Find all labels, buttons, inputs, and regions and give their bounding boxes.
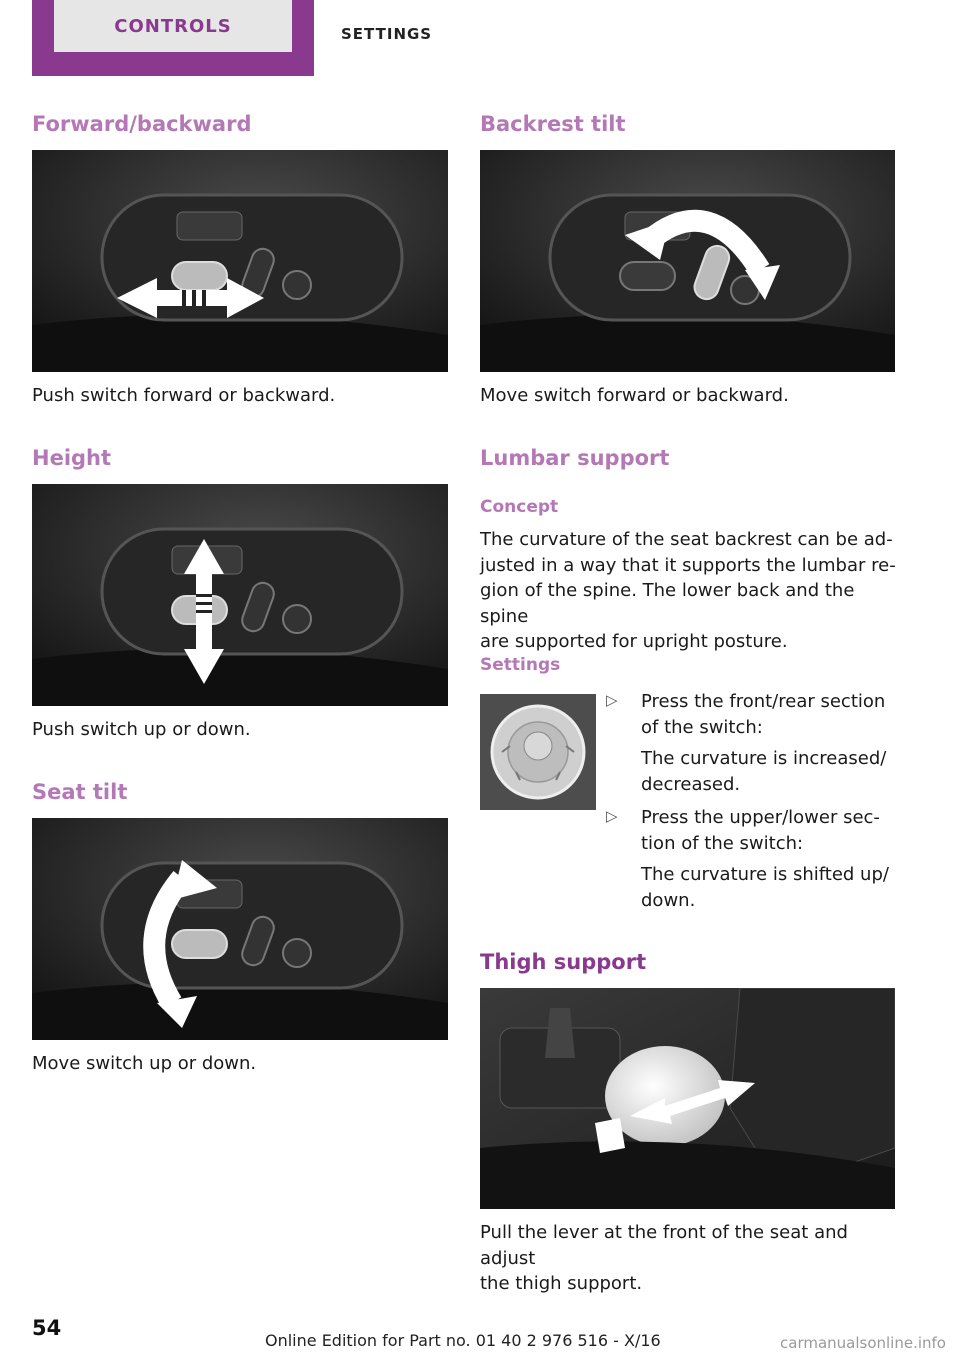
- tab-controls-inner: [54, 0, 292, 52]
- caption-line: the thigh support.: [480, 1273, 643, 1294]
- bullet-line: down.: [641, 889, 696, 911]
- section-title-backrest-tilt: Backrest tilt: [480, 112, 626, 136]
- bullet-line: The curvature is shifted up/: [641, 864, 889, 885]
- caption-thigh-support: [480, 1220, 900, 1297]
- concept-line: are supported for upright posture.: [480, 631, 788, 652]
- bullet-line: of the switch:: [641, 716, 763, 738]
- tab-settings[interactable]: SETTINGS: [341, 25, 433, 43]
- section-title-seat-tilt: Seat tilt: [32, 780, 128, 804]
- list-item: [606, 805, 896, 913]
- figure-height: [32, 484, 448, 706]
- caption-height: Push switch up or down.: [32, 719, 251, 740]
- list-item: [606, 689, 896, 797]
- edition-footer: Online Edition for Part no. 01 40 2 976 516 - X/16: [265, 1331, 661, 1350]
- section-title-height: Height: [32, 446, 112, 470]
- concept-paragraph: [480, 527, 900, 655]
- tab-controls-label: CONTROLS: [114, 15, 232, 37]
- bullet-line: decreased.: [641, 773, 741, 795]
- section-title-thigh-support: Thigh support: [480, 950, 647, 974]
- tab-controls[interactable]: [32, 0, 314, 76]
- bullet-instruction: [641, 805, 896, 856]
- figure-lumbar-switch: [480, 694, 596, 810]
- subheading-settings: Settings: [480, 655, 561, 675]
- section-title-forward-backward: Forward/backward: [32, 112, 252, 136]
- figure-backrest-tilt: [480, 150, 895, 372]
- subheading-concept: Concept: [480, 497, 559, 517]
- bullet-instruction: [641, 689, 896, 740]
- section-title-lumbar-support: Lumbar support: [480, 446, 670, 470]
- bullet-line: tion of the switch:: [641, 832, 804, 854]
- triangle-bullet-icon: ▷: [606, 691, 618, 709]
- concept-line: The curvature of the seat backrest can be ad‐: [480, 529, 893, 550]
- page-number: 54: [32, 1316, 62, 1340]
- watermark: carmanualsonline.info: [780, 1334, 946, 1352]
- concept-line: justed in a way that it supports the lumbar re‐: [480, 554, 896, 576]
- bullet-result: [641, 746, 896, 797]
- figure-forward-backward: [32, 150, 448, 372]
- caption-forward-backward: Push switch forward or backward.: [32, 385, 336, 406]
- figure-thigh-support: [480, 988, 895, 1209]
- bullet-line: The curvature is increased/: [641, 748, 887, 769]
- bullet-result: [641, 862, 896, 913]
- triangle-bullet-icon: ▷: [606, 807, 618, 825]
- figure-seat-tilt: [32, 818, 448, 1040]
- settings-bullet-list: [606, 689, 896, 921]
- caption-seat-tilt: Move switch up or down.: [32, 1053, 257, 1074]
- caption-line: Pull the lever at the front of the seat and adjust: [480, 1222, 848, 1269]
- caption-backrest-tilt: Move switch forward or backward.: [480, 385, 789, 406]
- bullet-line: Press the front/rear section: [641, 691, 886, 712]
- concept-line: gion of the spine. The lower back and the spine: [480, 580, 855, 627]
- bullet-line: Press the upper/lower sec‐: [641, 807, 880, 828]
